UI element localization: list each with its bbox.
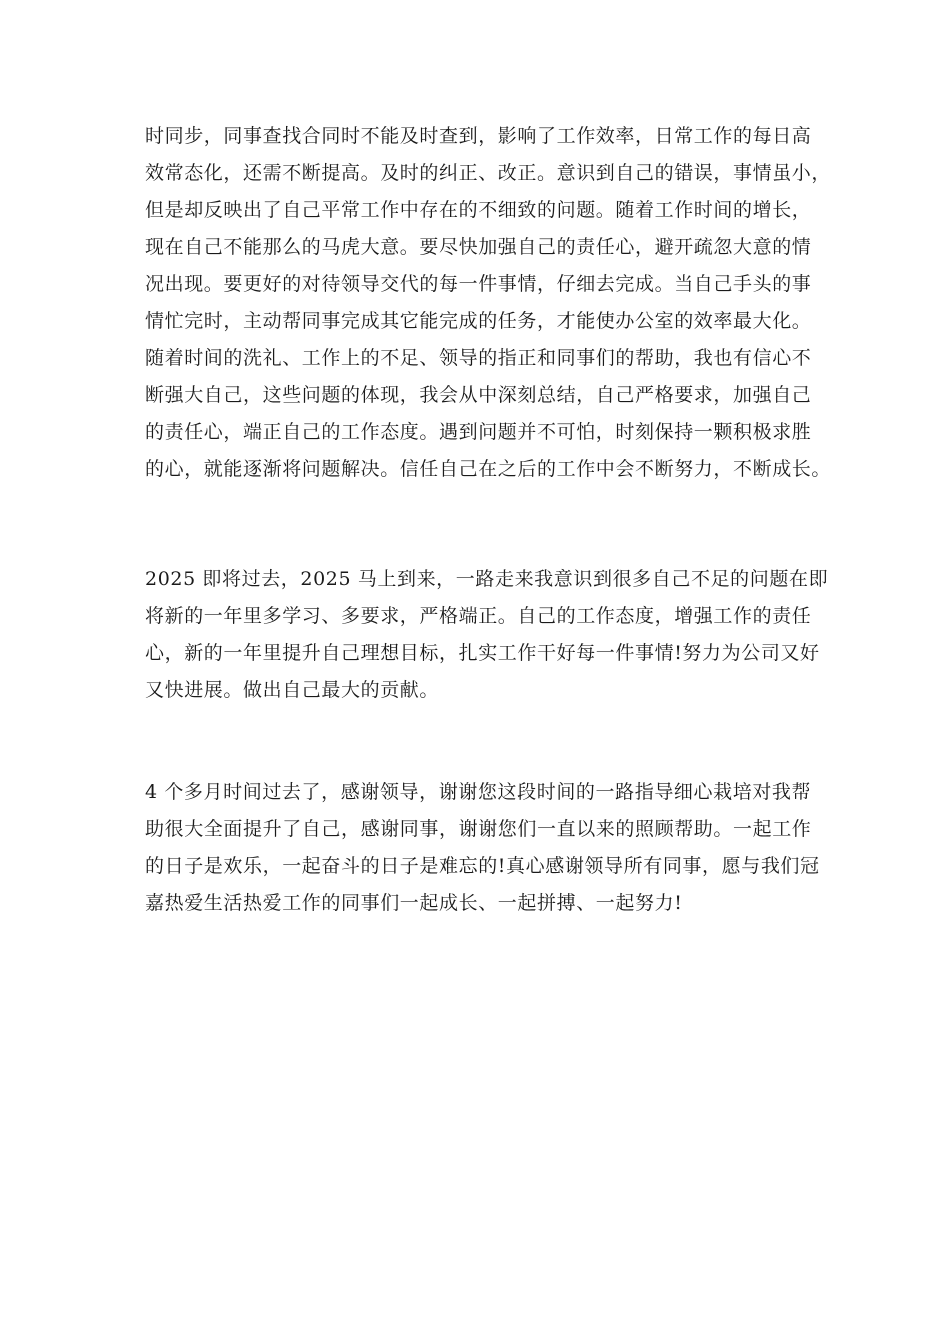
paragraph-line: 的责任心，端正自己的工作态度。遇到问题并不可怕，时刻保持一颗积极求胜 (145, 421, 812, 443)
paragraph-line: 时同步，同事查找合同时不能及时查到，影响了工作效率，日常工作的每日高 (145, 125, 812, 147)
paragraph-line: 断强大自己，这些问题的体现，我会从中深刻总结，自己严格要求，加强自己 (145, 384, 812, 406)
paragraph-line: 的心，就能逐渐将问题解决。信任自己在之后的工作中会不断努力，不断成长。 (145, 458, 832, 480)
paragraph-line: 效常态化，还需不断提高。及时的纠正、改正。意识到自己的错误，事情虽小， (145, 162, 832, 184)
paragraph-line: 随着时间的洗礼、工作上的不足、领导的指正和同事们的帮助，我也有信心不 (145, 347, 812, 369)
paragraph-line: 又快进展。做出自己最大的贡献。 (145, 679, 440, 701)
paragraph-line: 的日子是欢乐，一起奋斗的日子是难忘的!真心感谢领导所有同事，愿与我们冠 (145, 855, 820, 877)
paragraph-line: 2025 即将过去，2025 马上到来，一路走来我意识到很多自己不足的问题在即 (145, 568, 829, 590)
paragraph-line: 4 个多月时间过去了，感谢领导，谢谢您这段时间的一路指导细心栽培对我帮 (145, 781, 812, 803)
paragraph-line: 但是却反映出了自己平常工作中存在的不细致的问题。随着工作时间的增长， (145, 199, 812, 221)
paragraph-line: 心，新的一年里提升自己理想目标，扎实工作干好每一件事情!努力为公司又好 (145, 642, 820, 664)
paragraph-line: 现在自己不能那么的马虎大意。要尽快加强自己的责任心，避开疏忽大意的情 (145, 236, 812, 258)
paragraph-line: 助很大全面提升了自己，感谢同事，谢谢您们一直以来的照顾帮助。一起工作 (145, 818, 812, 840)
paragraph-line: 情忙完时，主动帮同事完成其它能完成的任务，才能使办公室的效率最大化。 (145, 310, 812, 332)
paragraph-line: 将新的一年里多学习、多要求，严格端正。自己的工作态度，增强工作的责任 (145, 605, 812, 627)
paragraph-line: 嘉热爱生活热爱工作的同事们一起成长、一起拼搏、一起努力! (145, 892, 683, 914)
paragraph-line: 况出现。要更好的对待领导交代的每一件事情，仔细去完成。当自己手头的事 (145, 273, 812, 295)
